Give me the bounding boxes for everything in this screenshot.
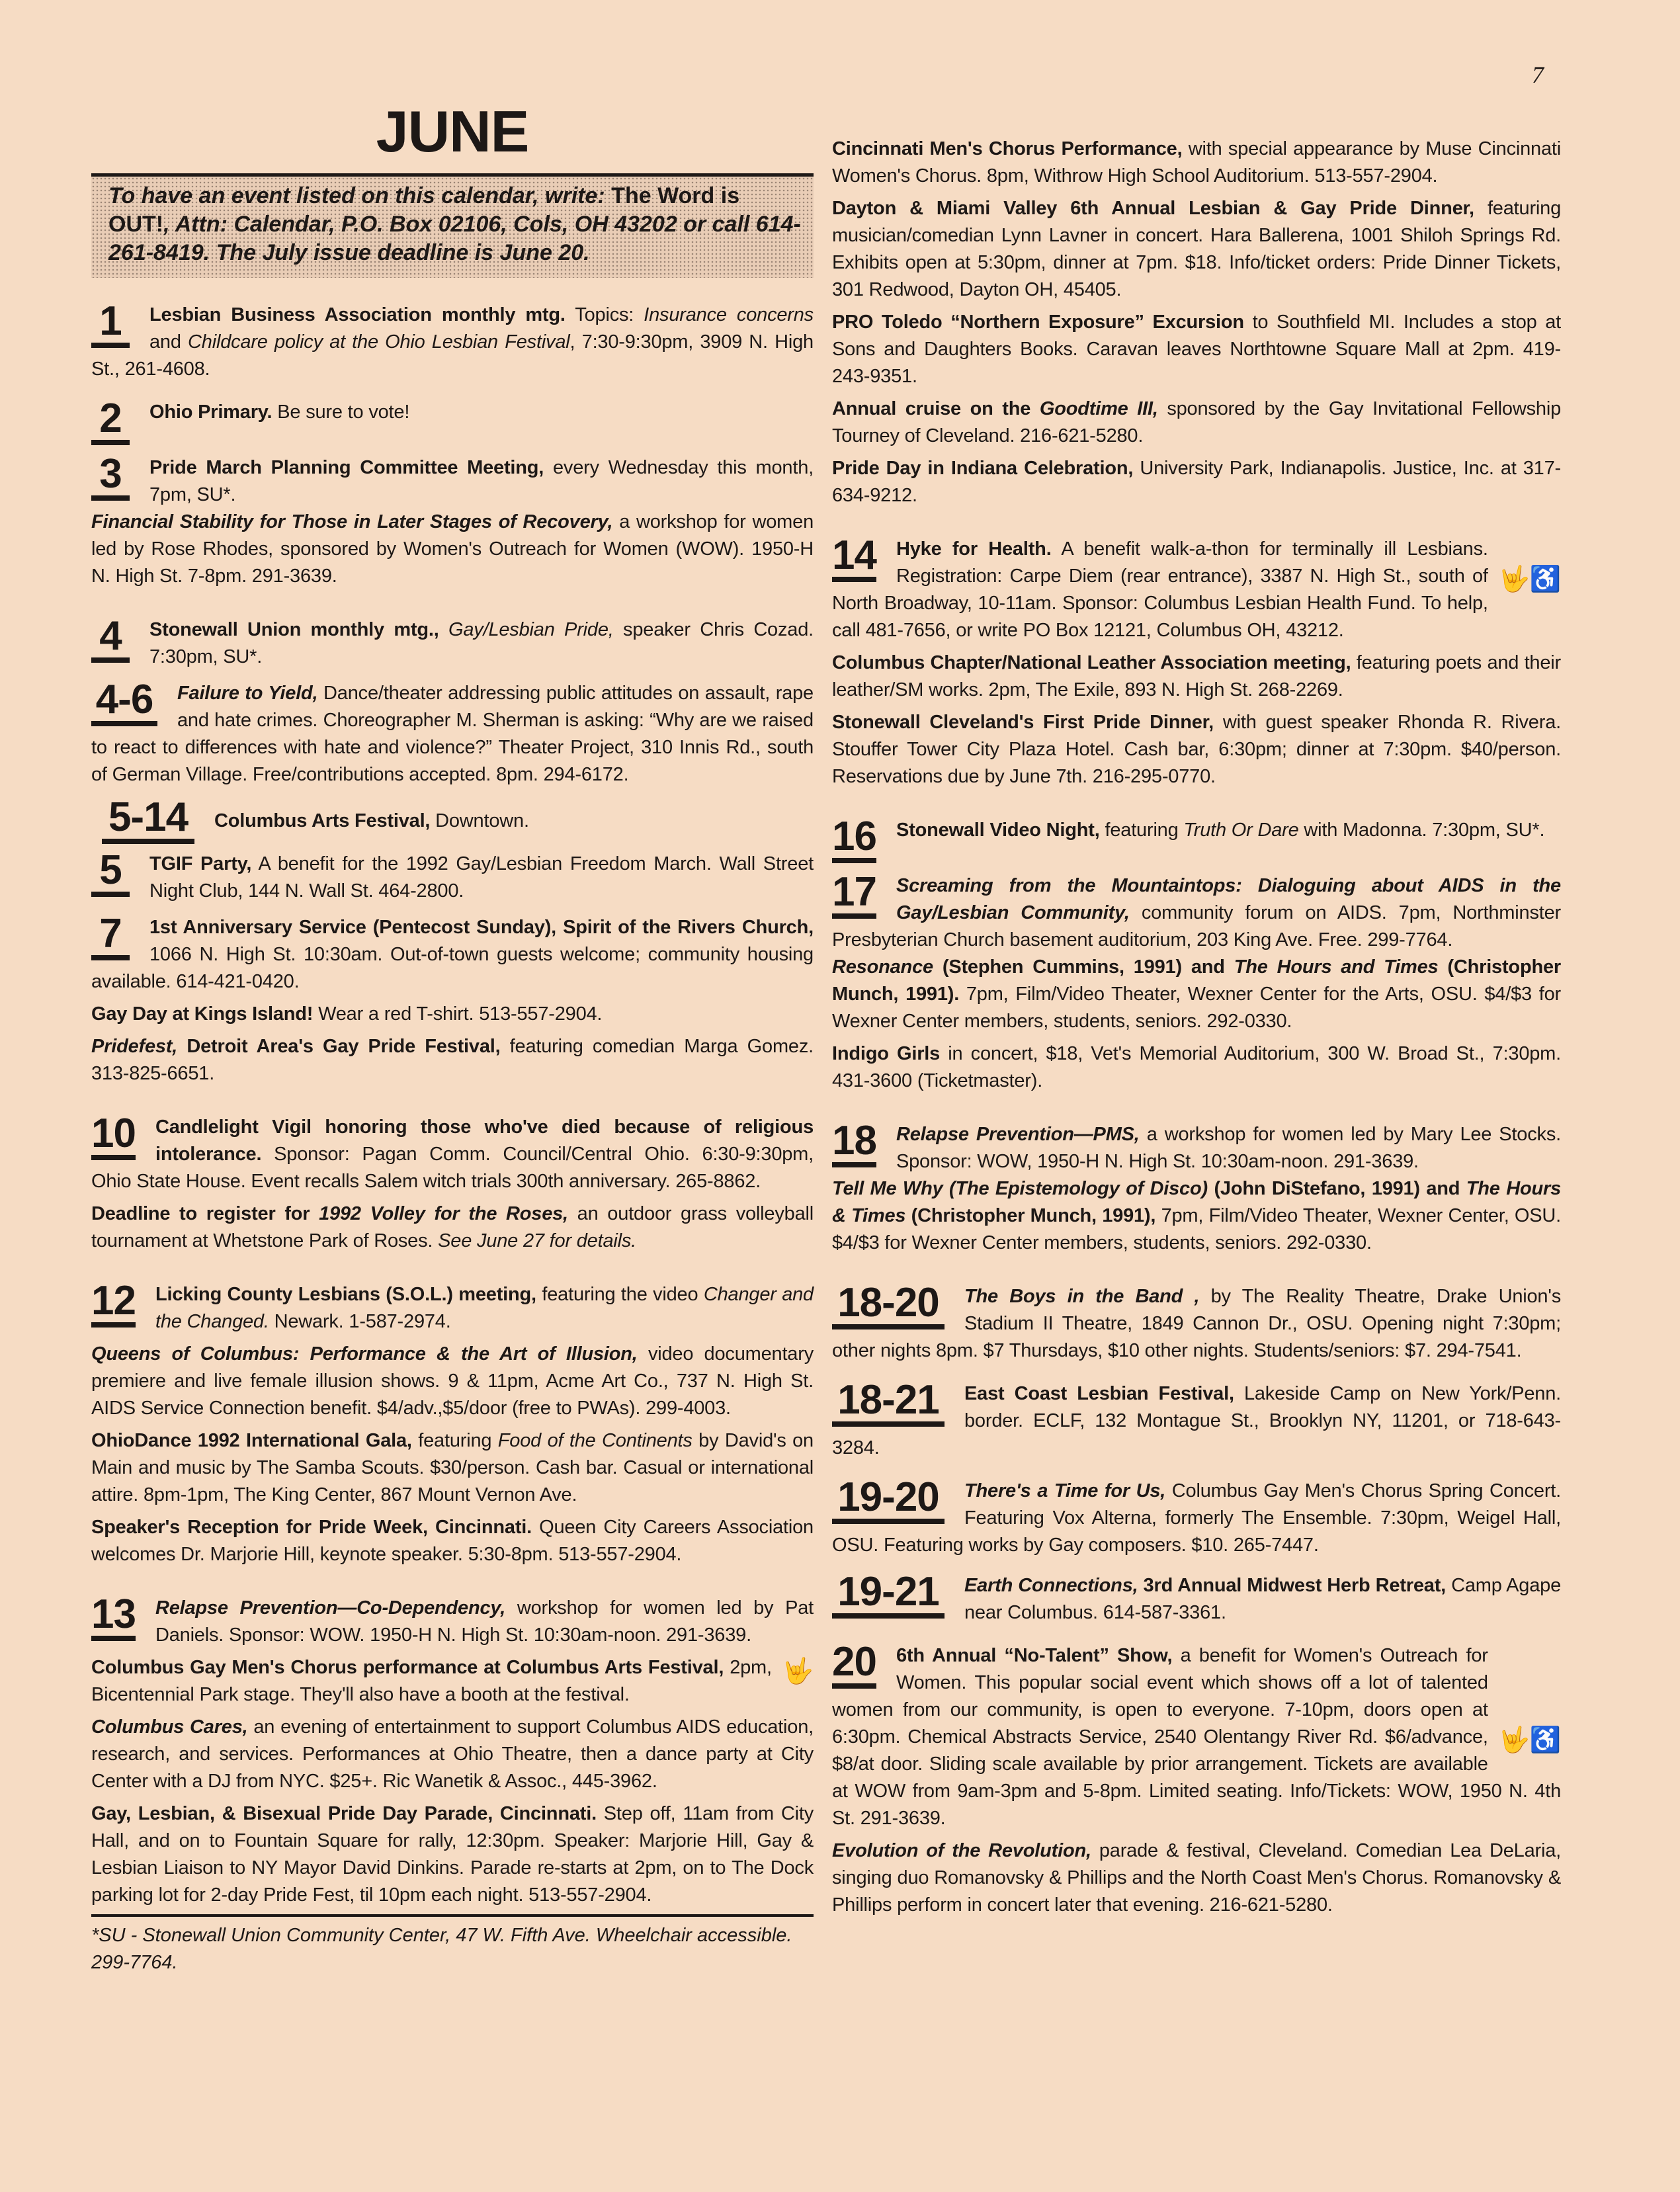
event-june-13-cincinnati-chorus: [832, 136, 1561, 190]
event-title: Relapse Prevention—Co-Dependency,: [155, 1597, 506, 1619]
date-badge: 20: [832, 1644, 876, 1689]
event-june-3-workshop: [91, 509, 814, 590]
event-title: Columbus Arts Festival,: [214, 810, 431, 831]
event-text: with Madonna. 7:30pm, SU*.: [1298, 820, 1545, 841]
event-italic: Childcare policy at the Ohio Lesbian Festival: [188, 331, 570, 353]
event-title: Queens of Columbus: Performance & the Art of Illusion,: [91, 1343, 638, 1365]
event-title: Failure to Yield,: [177, 683, 318, 704]
date-badge: 1: [91, 303, 130, 348]
event-text: featuring comedian Marga Gomez. 313-825-6651.: [91, 1036, 814, 1084]
event-italic: Truth Or Dare: [1183, 820, 1299, 841]
event-june-20: [832, 1639, 1561, 1832]
event-june-17-indigo-girls: [832, 1040, 1561, 1095]
event-june-10: [91, 1111, 814, 1195]
event-june-13-chorus: [91, 1654, 814, 1708]
date-badge: 5: [91, 852, 130, 897]
event-title: Stonewall Cleveland's First Pride Dinner,: [832, 712, 1214, 733]
date-badge: 3: [91, 456, 130, 501]
event-june-4: [91, 613, 814, 671]
event-title: Pride Day in Indiana Celebration,: [832, 458, 1134, 479]
right-entries: [832, 136, 1561, 1919]
event-title: 3rd Annual Midwest Herb Retreat,: [1138, 1575, 1447, 1596]
event-title: Relapse Prevention—PMS,: [896, 1124, 1140, 1145]
left-entries: [91, 298, 814, 1976]
event-title: Candlelight Vigil honoring those who've died because of religious intolerance.: [155, 1117, 814, 1165]
event-june-3: [91, 451, 814, 509]
event-text: with guest speaker Rhonda R. Rivera. Stouffer Tower City Plaza Hotel. Cash bar, 6:30pm; dinner at 7:30pm. $40/person. Reservations due by June 7th. 216-295-0770.: [832, 712, 1561, 787]
event-june-14-leather: [832, 650, 1561, 704]
event-italic: Food of the Continents: [497, 1430, 693, 1451]
event-text: Sponsor: Pagan Comm. Council/Central Ohio. 6:30-9:30pm, Ohio State House. Event recalls Salem witch trials 300th anniversary. 265-8862.: [91, 1144, 814, 1192]
event-title: The Hours and Times: [1234, 956, 1439, 978]
notice-publication: The Word is OUT!: [108, 183, 740, 237]
event-text: University Park, Indianapolis. Justice, Inc. at 317-634-9212.: [832, 458, 1561, 506]
event-text: Lakeside Camp on New York/Penn. border. ECLF, 132 Montague St., Brooklyn NY, 11201, or 718-643-3284.: [832, 1383, 1562, 1458]
event-title: East Coast Lesbian Festival,: [964, 1383, 1234, 1404]
event-text: featuring poets and their leather/SM works. 2pm, The Exile, 893 N. High St. 268-2269.: [832, 652, 1561, 700]
event-text: 1066 N. High St. 10:30am. Out-of-town guests welcome; community housing available. 614-421-0420.: [91, 944, 814, 992]
event-june-13-pro-toledo: [832, 309, 1561, 390]
event-text: with special appearance by Muse Cincinnati Women's Chorus. 8pm, Withrow High School Auditorium. 513-557-2904.: [832, 138, 1561, 187]
event-text: A benefit walk-a-thon for terminally ill Lesbians. Registration: Carpe Diem (rear entrance), 3387 N. High St., south of North Broadway, 10-11am. Sponsor: Columbus Lesbian Health Fund. To help, call 481-7656, or write PO Box 12121, Columbus OH, 43212.: [832, 538, 1488, 641]
wheelchair-icon: ♿: [1529, 1726, 1561, 1754]
event-title: (Christopher Munch, 1991),: [905, 1205, 1156, 1226]
event-title: Columbus Chapter/National Leather Association meeting,: [832, 652, 1351, 673]
event-text: speaker Chris Cozad. 7:30pm, SU*.: [149, 619, 814, 667]
event-text: in concert, $18, Vet's Memorial Auditorium, 300 W. Broad St., 7:30pm. 431-3600 (Ticketmaster).: [832, 1043, 1561, 1091]
event-title: 1st Anniversary Service (Pentecost Sunday), Spirit of the Rivers Church,: [149, 917, 814, 938]
event-text: Be sure to vote!: [272, 401, 410, 423]
date-badge: 14: [832, 537, 876, 582]
accessibility-icons: [1499, 566, 1561, 593]
accessibility-icons: [1499, 1727, 1561, 1753]
event-text: parade & festival, Cleveland. Comedian Lea DeLaria, singing duo Romanovsky & Phillips and the North Coast Men's Chorus. Romanovsky & Phillips perform in concert later that evening. 216-621-5280.: [832, 1840, 1562, 1916]
event-june-12-reception: [91, 1514, 814, 1568]
wheelchair-icon: ♿: [1529, 566, 1561, 593]
event-text: an outdoor grass volleyball tournament at Whetstone Park of Roses.: [91, 1203, 814, 1251]
event-text: an evening of entertainment to support Columbus AIDS education, research, and services. Performances at Ohio Theatre, then a dance party at City Center with a DJ from NYC. $25+. Ric Wanetik & Assoc., 445-3962.: [91, 1716, 814, 1792]
notice-text-b: , Attn: Calendar, P.O. Box 02106, Cols, OH 43202 or call 614-261-8419. The July issue deadline is June 20.: [108, 212, 801, 265]
month-heading: JUNE: [376, 99, 529, 164]
notice-text-a: To have an event listed on this calendar, write:: [108, 183, 612, 208]
event-text: 7pm, Film/Video Theater, Wexner Center, OSU. $4/$3 for Wexner Center members, students, seniors. 292-0330.: [832, 1205, 1561, 1253]
event-text: Topics:: [565, 304, 644, 325]
event-june-13-cares: [91, 1714, 814, 1795]
date-badge: 17: [832, 874, 876, 919]
event-june-19-20: [832, 1474, 1561, 1559]
event-june-13-dayton-dinner: [832, 195, 1561, 304]
event-title: Columbus Gay Men's Chorus performance at Columbus Arts Festival,: [91, 1657, 724, 1678]
event-title: (Stephen Cummins, 1991) and: [933, 956, 1234, 978]
event-june-12-queens: [91, 1341, 814, 1422]
date-badge: 18: [832, 1122, 876, 1167]
date-badge: 19-21: [832, 1574, 945, 1619]
event-june-13: [91, 1591, 814, 1649]
event-text: Columbus Gay Men's Chorus Spring Concert. Featuring Vox Alterna, formerly The Ensemble. 7:30pm, Weigel Hall, OSU. Featuring works by Gay composers. $10. 265-7447.: [832, 1480, 1561, 1556]
sign-language-icon: 🤟: [1498, 1726, 1530, 1754]
date-badge: 18-20: [832, 1285, 945, 1329]
event-title: Indigo Girls: [832, 1043, 941, 1064]
event-title: Cincinnati Men's Chorus Performance,: [832, 138, 1183, 159]
event-june-17: [832, 869, 1561, 954]
date-badge: 16: [832, 818, 876, 863]
event-june-7-kings-island: [91, 1001, 814, 1028]
date-badge: 12: [91, 1283, 136, 1328]
event-june-2: [91, 396, 814, 441]
event-title: Dayton & Miami Valley 6th Annual Lesbian & Gay Pride Dinner,: [832, 198, 1474, 219]
event-title: 6th Annual “No-Talent” Show,: [896, 1645, 1173, 1666]
event-title: Columbus Cares,: [91, 1716, 248, 1738]
event-text: A benefit for the 1992 Gay/Lesbian Freedom March. Wall Street Night Club, 144 N. Wall St. 464-2800.: [149, 853, 814, 902]
event-title: Lesbian Business Association monthly mtg.: [149, 304, 566, 325]
event-text: a workshop for women led by Rose Rhodes, sponsored by Women's Outreach for Women (WOW). 1950-H N. High St. 7-8pm. 291-3639.: [91, 511, 814, 587]
event-june-20-evolution: [832, 1837, 1561, 1919]
event-text: sponsored by the Gay Invitational Fellowship Tourney of Cleveland. 216-621-5280.: [832, 398, 1561, 446]
event-title: The Boys in the Band ,: [964, 1286, 1200, 1307]
sign-language-icon: 🤟: [1498, 566, 1530, 593]
event-text: every Wednesday this month, 7pm, SU*.: [149, 457, 814, 505]
event-text: Camp Agape near Columbus. 614-587-3361.: [964, 1575, 1562, 1623]
event-text: , 7:30-9:30pm, 3909 N. High St., 261-4608.: [91, 331, 814, 380]
date-badge: 2: [91, 400, 130, 445]
event-title: Gay, Lesbian, & Bisexual Pride Day Parade, Cincinnati.: [91, 1803, 597, 1824]
date-badge: 13: [91, 1596, 136, 1641]
event-june-12: [91, 1278, 814, 1335]
event-title: TGIF Party,: [149, 853, 252, 874]
event-june-10-volleyball: [91, 1201, 814, 1255]
event-title: The Hours & Times: [832, 1178, 1561, 1226]
date-badge: 5-14: [102, 799, 194, 844]
event-text: featuring musician/comedian Lynn Lavner in concert. Hara Ballerena, 1001 Shiloh Springs Rd. Exhibits open at 5:30pm, dinner at 7pm. $18. Info/ticket orders: Pride Dinner Tickets, 301 Redwood, Dayton OH, 45405.: [832, 198, 1562, 300]
event-title: Tell Me Why (The Epistemology of Disco): [832, 1178, 1208, 1199]
event-text: to Southfield MI. Includes a stop at Sons and Daughters Books. Caravan leaves Northtowne Square Mall at 2pm. 419-243-9351.: [832, 312, 1561, 387]
event-june-13-cruise: [832, 396, 1561, 450]
event-title: Detroit Area's Gay Pride Festival,: [177, 1036, 501, 1057]
event-text: by The Reality Theatre, Drake Union's Stadium II Theatre, 1849 Cannon Dr., OSU. Opening night 7:30pm; other nights 8pm. $7 Thursdays, $10 other nights. Students/seniors: $7. 294-7541.: [832, 1286, 1561, 1361]
event-text: workshop for women led by Pat Daniels. Sponsor: WOW. 1950-H N. High St. 10:30am-noon. 291-3639.: [155, 1597, 814, 1646]
event-title: Resonance: [832, 956, 933, 978]
event-june-12-ohiodance: [91, 1427, 814, 1509]
event-italic: Insurance concerns: [644, 304, 814, 325]
event-text: and: [149, 331, 189, 353]
event-june-13-indiana: [832, 455, 1561, 509]
event-text: by David's on Main and music by The Samba Scouts. $30/person. Cash bar. Casual or international attire. 8pm-1pm, The King Center, 867 Mount Vernon Ave.: [91, 1430, 814, 1505]
date-badge: 10: [91, 1115, 136, 1160]
event-june-5: [91, 847, 814, 905]
date-badge: 4: [91, 618, 130, 663]
event-june-5-14: [91, 794, 814, 844]
date-badge: 19-20: [832, 1479, 945, 1524]
event-title: Pridefest,: [91, 1036, 178, 1057]
event-title: OhioDance 1992 International Gala,: [91, 1430, 412, 1451]
event-title: Gay Day at Kings Island!: [91, 1003, 314, 1025]
event-june-18-20: [832, 1280, 1561, 1365]
footnote: *SU - Stonewall Union Community Center, 47 W. Fifth Ave. Wheelchair accessible. 299-7764.: [91, 1914, 814, 1976]
event-june-18-films: [832, 1175, 1561, 1257]
event-june-14: [832, 532, 1561, 644]
event-title: Hyke for Health.: [896, 538, 1052, 560]
event-june-17-films: [832, 954, 1561, 1035]
event-june-7: [91, 911, 814, 995]
event-text: a workshop for women led by Mary Lee Stocks. Sponsor: WOW, 1950-H N. High St. 10:30am-noon. 291-3639.: [896, 1124, 1561, 1172]
event-text: Wear a red T-shirt. 513-557-2904.: [313, 1003, 603, 1025]
event-text: Dance/theater addressing public attitudes on assault, rape and hate crimes. Choreographer M. Sherman is asking: “Why are we raised to react to differences with hate and violence?” Theater Project, 310 Innis Rd., south of German Village. Free/contributions accepted. 8pm. 294-6172.: [91, 683, 814, 785]
event-title: Screaming from the Mountaintops: Dialoguing about AIDS in the Gay/Lesbian Community,: [896, 875, 1561, 923]
event-title: Ohio Primary.: [149, 401, 273, 423]
event-text: a benefit for Women's Outreach for Women. This popular social event which shows off a lot of talented women from our community, is open to everyone. 7-10pm, doors open at 6:30pm. Chemical Abstracts Service, 2540 Olentangy River Rd. $6/advance, $8/at door. Sliding scale available by prior arrangement. Tickets are available at WOW from 9am-3pm and 5-8pm. Limited seating. Info/Tickets: WOW, 1950 N. 4th St. 291-3639.: [832, 1645, 1561, 1829]
event-title: 1992 Volley for the Roses,: [319, 1203, 568, 1224]
event-text: 7pm, Film/Video Theater, Wexner Center for the Arts, OSU. $4/$3 for Wexner Center members, students, seniors. 292-0330.: [832, 984, 1561, 1032]
event-june-14-cleveland-dinner: [832, 709, 1561, 790]
event-title: Licking County Lesbians (S.O.L.) meeting,: [155, 1284, 536, 1305]
event-italic: See June 27 for details.: [438, 1230, 637, 1251]
event-text: Step off, 11am from City Hall, and on to Fountain Square for rally, 12:30pm. Speaker: Marjorie Hill, Gay & Lesbian Liaison to NY Mayor David Dinkins. Parade re-starts at 2pm, on to The Dock parking lot for 2-day Pride Fest, til 10pm each night. 513-557-2904.: [91, 1803, 814, 1906]
event-text: featuring the video: [536, 1284, 704, 1305]
event-text: community forum on AIDS. 7pm, Northminster Presbyterian Church basement auditorium, 203 King Ave. Free. 299-7764.: [832, 902, 1561, 950]
event-title: Speaker's Reception for Pride Week, Cincinnati.: [91, 1517, 532, 1538]
event-title: Annual cruise on the: [832, 398, 1040, 419]
event-text: 2pm, Bicentennial Park stage. They'll also have a booth at the festival.: [91, 1657, 772, 1705]
event-italic: Gay/Lesbian Pride,: [439, 619, 614, 640]
date-badge: 7: [91, 915, 130, 960]
event-june-1: [91, 298, 814, 383]
event-title: (John DiStefano, 1991) and: [1207, 1178, 1466, 1199]
event-text: Newark. 1-587-2974.: [269, 1311, 451, 1332]
event-june-18-21: [832, 1377, 1562, 1462]
event-title: PRO Toledo “Northern Exposure” Excursion: [832, 312, 1244, 333]
event-title: There's a Time for Us,: [964, 1480, 1166, 1501]
event-title: Pride March Planning Committee Meeting,: [149, 457, 544, 478]
event-june-7-pridefest: [91, 1033, 814, 1087]
event-june-16: [832, 814, 1561, 859]
sign-language-icon: 🤟: [782, 1658, 814, 1685]
event-title: Stonewall Video Night,: [896, 820, 1100, 841]
event-june-19-21: [832, 1569, 1562, 1626]
event-june-4-6: [91, 677, 814, 788]
submission-notice: [91, 173, 814, 278]
event-text: Downtown.: [430, 810, 529, 831]
event-title: Evolution of the Revolution,: [832, 1840, 1091, 1861]
event-italic: Changer and the Changed.: [155, 1284, 814, 1332]
date-badge: 4-6: [91, 681, 157, 726]
event-text: featuring: [411, 1430, 498, 1451]
event-text: Queen City Careers Association welcomes Dr. Marjorie Hill, keynote speaker. 5:30-8pm. 513-557-2904.: [91, 1517, 814, 1565]
event-title: (Christopher Munch, 1991).: [832, 956, 1561, 1005]
event-title: Goodtime III,: [1039, 398, 1158, 419]
date-badge: 18-21: [832, 1382, 945, 1427]
event-title: Financial Stability for Those in Later Stages of Recovery,: [91, 511, 613, 532]
page-number: 7: [1532, 62, 1544, 88]
event-june-13-parade: [91, 1800, 814, 1909]
event-text: featuring: [1099, 820, 1184, 841]
event-title: Stonewall Union monthly mtg.,: [149, 619, 439, 640]
event-june-18: [832, 1118, 1561, 1175]
event-title: Deadline to register for: [91, 1203, 319, 1224]
event-text: video documentary premiere and live female illusion shows. 9 & 11pm, Acme Art Co., 737 N. High St. AIDS Service Connection benefit. $4/adv.,$5/door (free to PWAs). 299-4003.: [91, 1343, 814, 1419]
event-title: Earth Connections,: [964, 1575, 1138, 1596]
